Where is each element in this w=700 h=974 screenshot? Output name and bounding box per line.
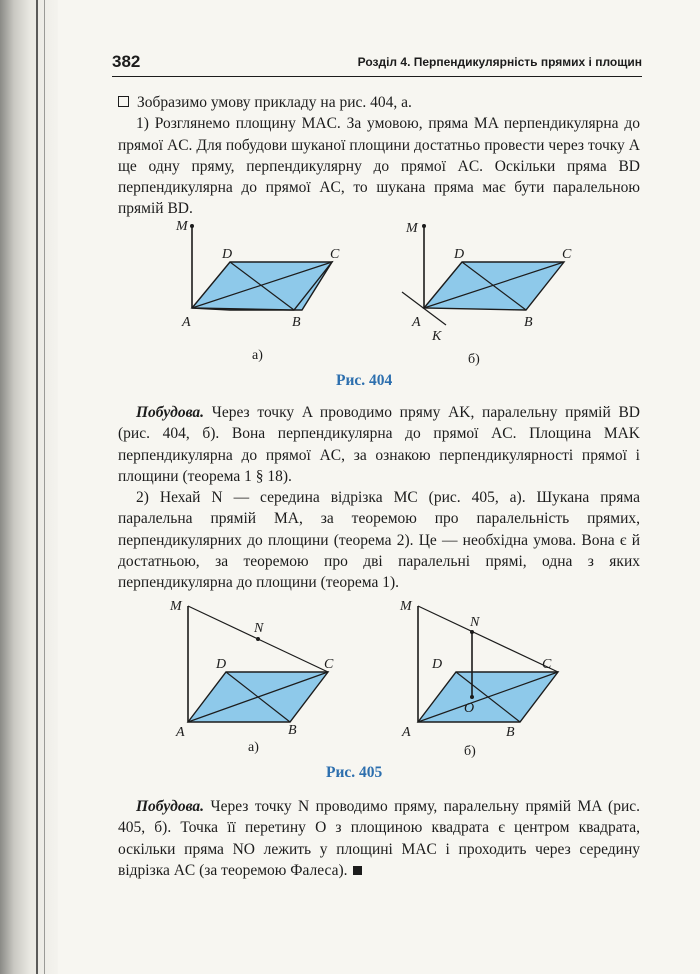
figure-405b (396, 596, 596, 740)
page-number: 382 (112, 52, 141, 71)
figure-405a (166, 596, 366, 740)
subcaption-404a: а) (252, 348, 263, 363)
running-title: Розділ 4. Перпендикулярність прямих і площин (357, 55, 642, 69)
label-k: K (432, 329, 442, 344)
binding-edge (36, 0, 38, 974)
paragraph-construction-2: Побудова. Через точку N проводимо пряму, паралельну прямій MA (рис. 405, б). Точка її перетину O з площиною квадрата є центром квадрата, оскільки пряма NO лежить у площині MAC і проходить через середину відрізка AC (за теоремою Фалеса). (118, 798, 640, 879)
point-m (422, 224, 426, 228)
label-b: B (524, 315, 533, 330)
point-n (256, 637, 260, 641)
paragraph-step-2: 2) Нехай N — середина відрізка MC (рис. 405, а). Шукана пряма паралельна прямій MA, за теоремою про паралельність прямих, перпендикулярних до площини (теорема 2). Це — необхідна умова. Вона є й достатньою, за теоремою про дві паралельні прямі, одна з яких перпендикулярна до площини (теорема 1). (118, 489, 640, 592)
book-binding (0, 0, 58, 974)
figure-caption-405: Рис. 405 (326, 764, 383, 781)
label-m: M (406, 221, 418, 236)
header-rule (112, 76, 642, 77)
label-n: N (254, 621, 264, 636)
label-d: D (222, 247, 233, 262)
label-a: A (182, 315, 191, 330)
label-b: B (288, 723, 297, 738)
point-n (470, 630, 474, 634)
label-a: A (402, 725, 411, 740)
page-header (112, 50, 642, 76)
label-n: N (470, 615, 480, 630)
binding-edge-inner (44, 0, 45, 974)
text-block-3 (118, 796, 640, 881)
label-c: C (324, 657, 334, 672)
label-d: D (454, 247, 465, 262)
text-block-1 (118, 92, 640, 220)
label-m: M (176, 219, 188, 234)
label-d: D (216, 657, 227, 672)
paragraph-construction-1: Побудова. Через точку A проводимо пряму AK, паралельну прямій BD (рис. 404, б). Вона перпендикулярна до прямої AC. Площина MAK перпендикулярна до прямої AC, за ознакою перпендикулярності прямої і площини (теорема 1 § 18). (118, 404, 640, 485)
label-c: C (330, 247, 340, 262)
subcaption-404b: б) (468, 352, 480, 367)
label-c: C (542, 657, 552, 672)
point-o (470, 695, 474, 699)
text-block-2 (118, 402, 640, 594)
label-c: C (562, 247, 572, 262)
label-o: O (464, 701, 475, 716)
label-b: B (506, 725, 515, 740)
label-m: M (400, 599, 412, 614)
label-a: A (176, 725, 185, 740)
paragraph-step-1: 1) Розглянемо площину MAC. За умовою, пряма MA перпендикулярна до прямої AC. Для побудови шуканої площини достатньо провести через точку A ще одну пряму, перпендикулярну до прямої AC. Оскільки пряма BD перпендикулярна до прямої AC, то шукана пряма має бути паралельною прямій BD. (118, 115, 640, 218)
label-d: D (432, 657, 443, 672)
figure-caption-404: Рис. 404 (336, 372, 393, 389)
subcaption-405a: а) (248, 740, 259, 755)
label-b: B (292, 315, 301, 330)
label-m: M (170, 599, 182, 614)
subcaption-405b: б) (464, 744, 476, 759)
end-of-proof-icon (353, 866, 362, 875)
figure-404b (402, 218, 602, 348)
point-m (190, 224, 194, 228)
figure-404a (170, 218, 370, 348)
paragraph-intro: Зобразимо умову прикладу на рис. 404, а. (118, 92, 640, 113)
checkbox-square-icon (118, 96, 129, 107)
label-a: A (412, 315, 421, 330)
